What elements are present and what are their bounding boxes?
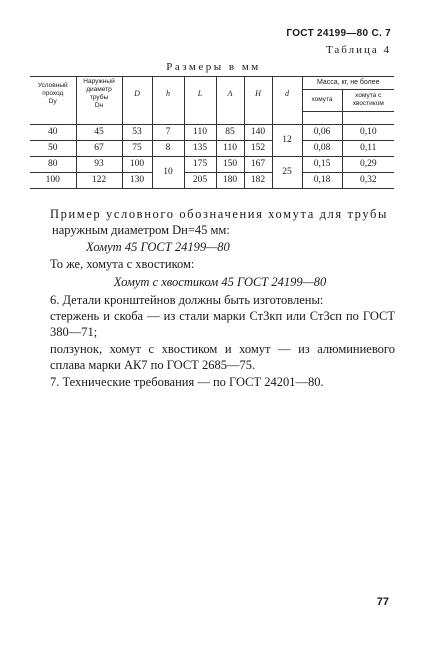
dimensions-table [30, 76, 394, 189]
designation-clamp: Хомут 45 ГОСТ 24199—80 [86, 240, 230, 254]
header-H: H [244, 77, 272, 112]
running-head: ГОСТ 24199—80 С. 7 [286, 28, 391, 39]
page-number: 77 [376, 596, 389, 608]
d-merged-cell: 12 [272, 124, 302, 156]
header-mass-clamp-tail: хомута с хвостиком [342, 89, 394, 111]
header-outer-diameter: Наружный диаметр трубы Dн [76, 77, 122, 112]
table-row: 100 122 130 205 180 182 0,18 0,32 [30, 172, 394, 188]
example-lead-2: наружным диаметром Dн=45 мм: [52, 223, 230, 237]
dy-symbol: Dу [48, 98, 57, 105]
header-mass: Масса, кг, не более [302, 77, 394, 90]
paragraph-6-slider: ползунок, хомут с хвостиком и хомут — из алюминиевого сплава марки АК7 по ГОСТ 2685—75. [50, 342, 395, 372]
d-merged-cell: 25 [272, 156, 302, 188]
table-row: 50 67 75 8 135 110 152 0,08 0,11 [30, 140, 394, 156]
table-row: 80 93 100 10 175 150 167 25 0,15 0,29 [30, 156, 394, 172]
header-mass-clamp: хомута [302, 89, 342, 111]
paragraph-7: 7. Технические требования — по ГОСТ 24201—80. [50, 375, 324, 389]
table-units: Размеры в мм [166, 61, 261, 73]
paragraph-6-title: 6. Детали кронштейнов должны быть изготовлены: [50, 293, 324, 307]
paragraph-6-rod: стержень и скоба — из стали марки Ст3кп или Ст3сп по ГОСТ 380—71; [50, 309, 395, 339]
dn-symbol: Dн [94, 102, 104, 109]
same-for-tail: То же, хомута с хвостиком: [50, 257, 195, 271]
header-L: L [184, 77, 216, 112]
header-A: A [216, 77, 244, 112]
example-lead: Пример условного обозначения хомута для трубы [50, 207, 388, 221]
header-d: d [272, 77, 302, 112]
header-nominal-bore: Условный проход Dу [30, 77, 76, 112]
h-merged-cell: 10 [152, 156, 184, 188]
table-row: 40 45 53 7 110 85 140 12 0,06 0,10 [30, 124, 394, 140]
table-caption: Таблица 4 [325, 44, 391, 56]
header-D: D [122, 77, 152, 112]
designation-clamp-tail: Хомут с хвостиком 45 ГОСТ 24199—80 [113, 275, 327, 289]
header-h: h [152, 77, 184, 112]
